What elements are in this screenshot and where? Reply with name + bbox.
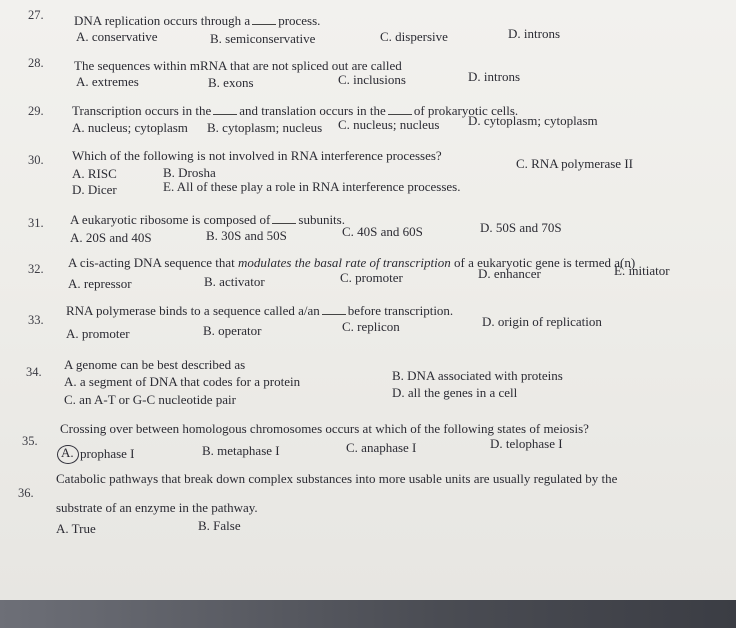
option-a: A. repressor (68, 276, 132, 291)
question-text: Which of the following is not involved in RNA interference processes? (72, 148, 442, 163)
option-d: D. introns (468, 69, 520, 84)
answer-blank (272, 223, 296, 224)
option-d: D. introns (508, 26, 560, 41)
option-d: D. telophase I (490, 436, 563, 451)
question-text: Crossing over between homologous chromosomes occurs at which of the following states of meiosis? (60, 421, 589, 436)
question-text: Transcription occurs in the and translation occurs in the of prokaryotic cells. (72, 103, 519, 118)
question-text: A cis-acting DNA sequence that modulates the basal rate of transcription of a eukaryotic gene is termed a(n) (68, 255, 636, 270)
option-a: A. (61, 445, 74, 460)
question-number: 36. (18, 486, 34, 500)
question-text: The sequences within mRNA that are not spliced out are called (74, 58, 402, 73)
option-d: D. enhancer (478, 266, 541, 281)
option-b: B. exons (208, 75, 254, 90)
option-e: E. All of these play a role in RNA interference processes. (163, 179, 461, 194)
option-a: A. 20S and 40S (70, 230, 152, 245)
question-text: A genome can be best described as (64, 357, 246, 372)
option-b: B. metaphase I (202, 443, 280, 458)
option-d: D. all the genes in a cell (392, 385, 518, 400)
answer-blank (388, 114, 412, 115)
question-number: 28. (28, 56, 44, 70)
option-d: D. origin of replication (482, 314, 602, 329)
option-b: B. cytoplasm; nucleus (207, 120, 323, 135)
question-number: 32. (28, 262, 44, 276)
option-c: C. inclusions (338, 72, 406, 87)
option-c: C. nucleus; nucleus (338, 117, 440, 132)
answer-blank (252, 24, 276, 25)
question-number: 29. (28, 104, 44, 118)
option-a: A. RISC (72, 166, 117, 181)
option-a: A. conservative (76, 29, 158, 44)
desk-background (0, 600, 736, 628)
option-c: C. an A-T or G-C nucleotide pair (64, 392, 236, 407)
option-c: C. replicon (342, 319, 400, 334)
question-number: 34. (26, 365, 42, 379)
option-d: D. 50S and 70S (480, 220, 562, 235)
option-a: A. True (56, 521, 96, 536)
option-b: B. semiconservative (210, 31, 316, 46)
option-a: A. nucleus; cytoplasm (72, 120, 188, 135)
option-b: B. DNA associated with proteins (392, 368, 563, 383)
option-a-text: prophase I (80, 446, 135, 461)
option-b: B. activator (204, 274, 265, 289)
option-a: A. extremes (76, 74, 139, 89)
option-c: C. 40S and 60S (342, 224, 423, 239)
question-number: 35. (22, 434, 38, 448)
question-number: 31. (28, 216, 44, 230)
option-c: C. RNA polymerase II (516, 156, 633, 171)
option-a: A. a segment of DNA that codes for a protein (64, 374, 301, 389)
option-b: B. False (198, 518, 241, 533)
question-text: A eukaryotic ribosome is composed of subunits. (70, 212, 345, 227)
option-e: E. initiator (614, 263, 670, 278)
option-c: C. promoter (340, 270, 403, 285)
option-a: A. promoter (66, 326, 130, 341)
option-c: C. dispersive (380, 29, 448, 44)
option-b: B. Drosha (163, 165, 216, 180)
option-d: D. Dicer (72, 182, 117, 197)
option-d: D. cytoplasm; cytoplasm (468, 113, 598, 128)
question-number: 30. (28, 153, 44, 167)
answer-blank (322, 314, 346, 315)
question-text-continued: substrate of an enzyme in the pathway. (56, 500, 258, 515)
option-b: B. operator (203, 323, 262, 338)
answer-blank (213, 114, 237, 115)
question-text: DNA replication occurs through a process. (74, 13, 321, 28)
option-b: B. 30S and 50S (206, 228, 287, 243)
option-c: C. anaphase I (346, 440, 417, 455)
question-text: RNA polymerase binds to a sequence called a/an before transcription. (66, 303, 454, 318)
question-text: Catabolic pathways that break down complex substances into more usable units are usually regulated by the (56, 471, 618, 486)
question-number: 27. (28, 8, 44, 22)
question-number: 33. (28, 313, 44, 327)
